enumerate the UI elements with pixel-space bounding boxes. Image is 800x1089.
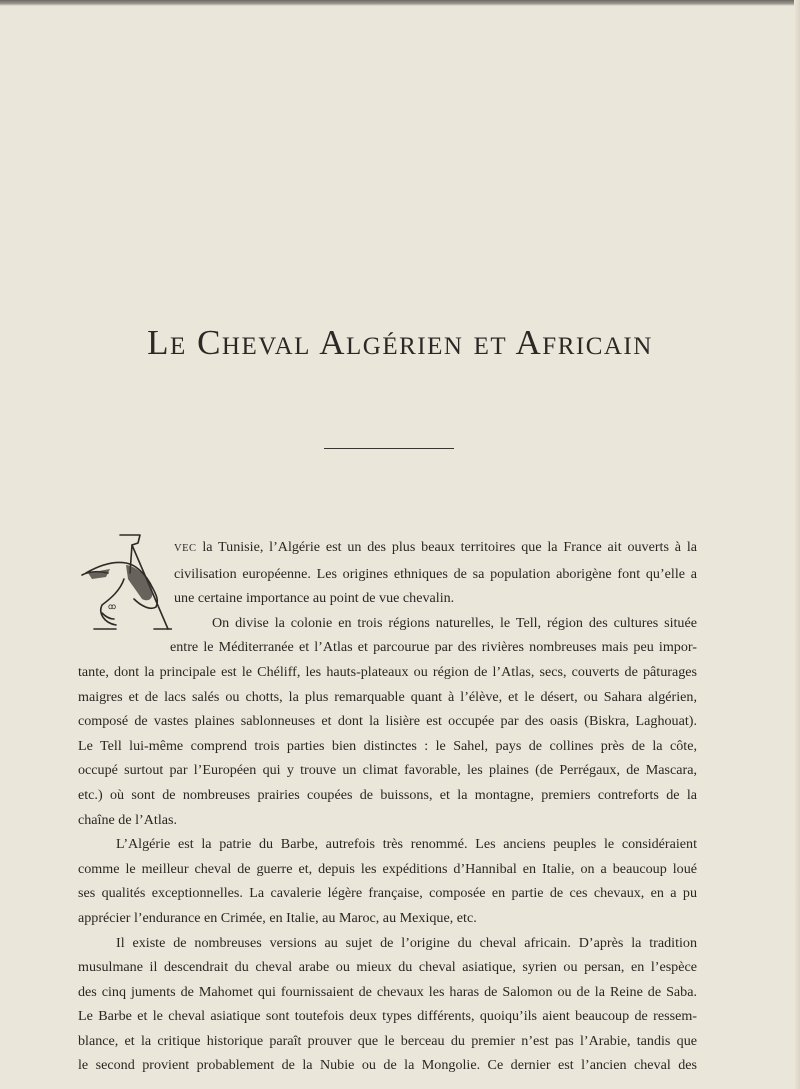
page-right-edge [794,0,800,1089]
text-line: le second provient probablement de la Nubie ou de la Mongolie. Ce dernier est l’ancien cheval des [78,1057,697,1074]
page-title: Le Cheval Algérien et Africain [147,323,653,362]
page-top-edge [0,0,800,6]
text-line: blance, et la critique historique paraît prouver que le berceau du premier n’est pas l’Arabie, tandis que [78,1032,697,1049]
text-line: musulmane il descendrait du cheval arabe ou mieux du cheval asiatique, syrien ou persan, en l’espèce [78,959,697,976]
text-line: VEC la Tunisie, l’Algérie est un des plus beaux territoires que la France ait ouverts à la [174,539,697,555]
article-body [78,535,697,1078]
text-line: Il existe de nombreuses versions au sujet de l’origine du cheval africain. D’après la tradition [116,934,697,951]
title-divider [324,448,454,449]
text-line: apprécier l’endurance en Crimée, en Italie, au Maroc, au Mexique, etc. [78,909,477,926]
text-line: L’Algérie est la patrie du Barbe, autrefois très renommé. Les anciens peuples le considéraient [116,836,697,853]
text-line: On divise la colonie en trois régions naturelles, le Tell, région des cultures située [212,614,697,631]
text-line: comme le meilleur cheval de guerre et, depuis les expéditions d’Hannibal en Italie, on a beaucoup loué [78,860,697,877]
text-line: occupé surtout par l’Européen qui y trouve un climat favorable, les plaines (de Perrégaux, de Mascara, [78,762,697,779]
text-line: Le Tell lui-même comprend trois parties bien distinctes : le Sahel, pays de collines près de la côte, [78,737,697,754]
text-line: Le Barbe et le cheval asiatique sont toutefois deux types différents, quoiqu’ils aient beaucoup de ressem- [78,1008,697,1025]
text-line: chaîne de l’Atlas. [78,811,178,828]
text-line: des cinq juments de Mahomet qui fournissaient de chevaux les haras de Salomon ou de la Reine de Saba. [78,983,697,1000]
small-caps-lead: VEC [174,543,197,554]
text-line: tante, dont la principale est le Chéliff, les hauts-plateaux ou région de l’Atlas, secs, couverts de pâturages [78,663,697,680]
initial-letter: A [80,533,81,534]
text-line: etc.) où sont de nombreuses prairies coupées de buissons, et la montagne, premiers contreforts de la [78,786,697,803]
initial-monogram: ꝏ [108,602,117,611]
text-line: maigres et de lacs salés ou chotts, la plus remarquable quant à l’élève, et le désert, ou Sahara algérien, [78,688,697,705]
text-line: entre le Méditerranée et l’Atlas et parcourue par des rivières nombreuses mais peu impor- [170,639,697,656]
text-line: ses qualités exceptionnelles. La cavalerie légère française, composée en partie de ces chevaux, en a pu [78,885,697,902]
text-line: civilisation européenne. Les origines ethniques de sa population aborigène font qu’elle a [174,565,697,582]
text-line: composé de vastes plaines sablonneuses et dont la lisière est occupée par des oasis (Biskra, Laghouat). [78,713,697,730]
text-line: une certaine importance au point de vue chevalin. [174,590,455,607]
